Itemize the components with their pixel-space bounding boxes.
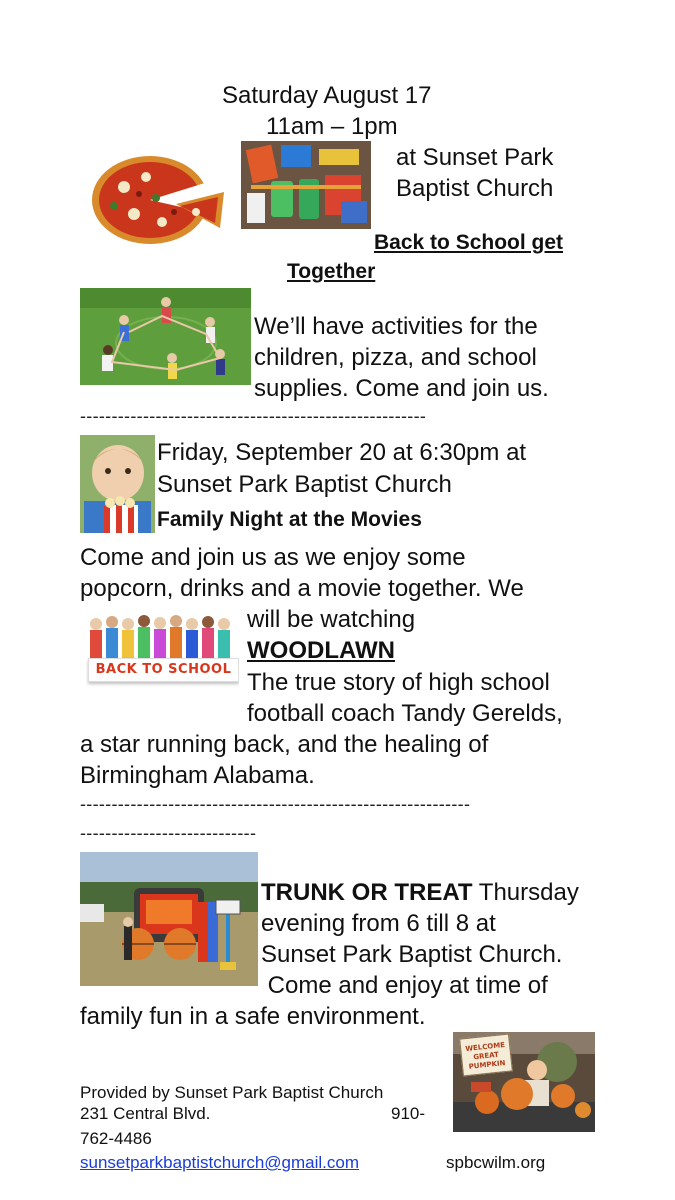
event1-title-line2: Together <box>287 260 376 283</box>
back-to-school-banner-text: BACK TO SCHOOL <box>88 658 239 682</box>
event1-location-line1: at Sunset Park <box>396 144 554 171</box>
event1-location-line2: Baptist Church <box>396 175 554 202</box>
divider-1: ------------------------------------------------------- <box>80 406 427 426</box>
event2-story-line4: Birmingham Alabama. <box>80 762 315 789</box>
child-popcorn-image <box>80 435 155 533</box>
event1-title-line1: Back to School get <box>374 231 564 254</box>
event1-date: Saturday August 17 <box>222 82 432 109</box>
event2-movie-title: WOODLAWN <box>247 637 395 664</box>
event2-story-line3: a star running back, and the healing of <box>80 731 489 758</box>
trunk-or-treat-image <box>80 852 258 986</box>
pumpkin-trunk-image <box>453 1032 595 1132</box>
footer-provider: Provided by Sunset Park Baptist Church <box>80 1083 384 1102</box>
event3-line3: Sunset Park Baptist Church. <box>261 941 563 968</box>
kids-playing-image <box>80 288 251 385</box>
event2-title: Family Night at the Movies <box>157 508 422 531</box>
footer-website[interactable]: spbcwilm.org <box>446 1153 546 1172</box>
event3-title: TRUNK OR TREAT <box>261 879 473 906</box>
event2-desc-line2: popcorn, drinks and a movie together. We <box>80 575 524 602</box>
back-to-school-banner-image <box>86 612 239 698</box>
event3-line4: Come and enjoy at time of <box>261 972 548 999</box>
event1-desc-line1: We’ll have activities for the <box>254 313 538 340</box>
footer-phone-part1: 910- <box>391 1104 426 1123</box>
footer-address: 231 Central Blvd. <box>80 1104 211 1123</box>
event3-line5: family fun in a safe environment. <box>80 1003 426 1030</box>
welcome-pumpkin-sign: WELCOME GREAT PUMPKIN <box>459 1033 513 1076</box>
footer-phone-part2: 762-4486 <box>80 1129 152 1148</box>
pizza-image <box>84 142 232 252</box>
event3-line2: evening from 6 till 8 at <box>261 910 496 937</box>
school-supplies-image <box>241 141 371 229</box>
event3-line1 <box>261 877 579 908</box>
event2-desc-line3: will be watching <box>247 606 416 633</box>
event2-story-line2: football coach Tandy Gerelds, <box>247 700 563 727</box>
event1-desc-line3: supplies. Come and join us. <box>254 375 549 402</box>
event2-date-line2: Sunset Park Baptist Church <box>157 471 452 498</box>
divider-2-line2: ---------------------------- <box>80 823 257 843</box>
event3-line1-rest: Thursday <box>472 879 579 906</box>
divider-2-line1: -------------------------------------------------------------- <box>80 794 471 814</box>
event1-time: 11am – 1pm <box>266 113 398 140</box>
event2-date-line1: Friday, September 20 at 6:30pm at <box>157 439 527 466</box>
event2-desc-line1: Come and join us as we enjoy some <box>80 544 466 571</box>
footer-email-link[interactable]: sunsetparkbaptistchurch@gmail.com <box>80 1153 359 1172</box>
event1-desc-line2: children, pizza, and school <box>254 344 537 371</box>
event2-story-line1: The true story of high school <box>247 669 550 696</box>
